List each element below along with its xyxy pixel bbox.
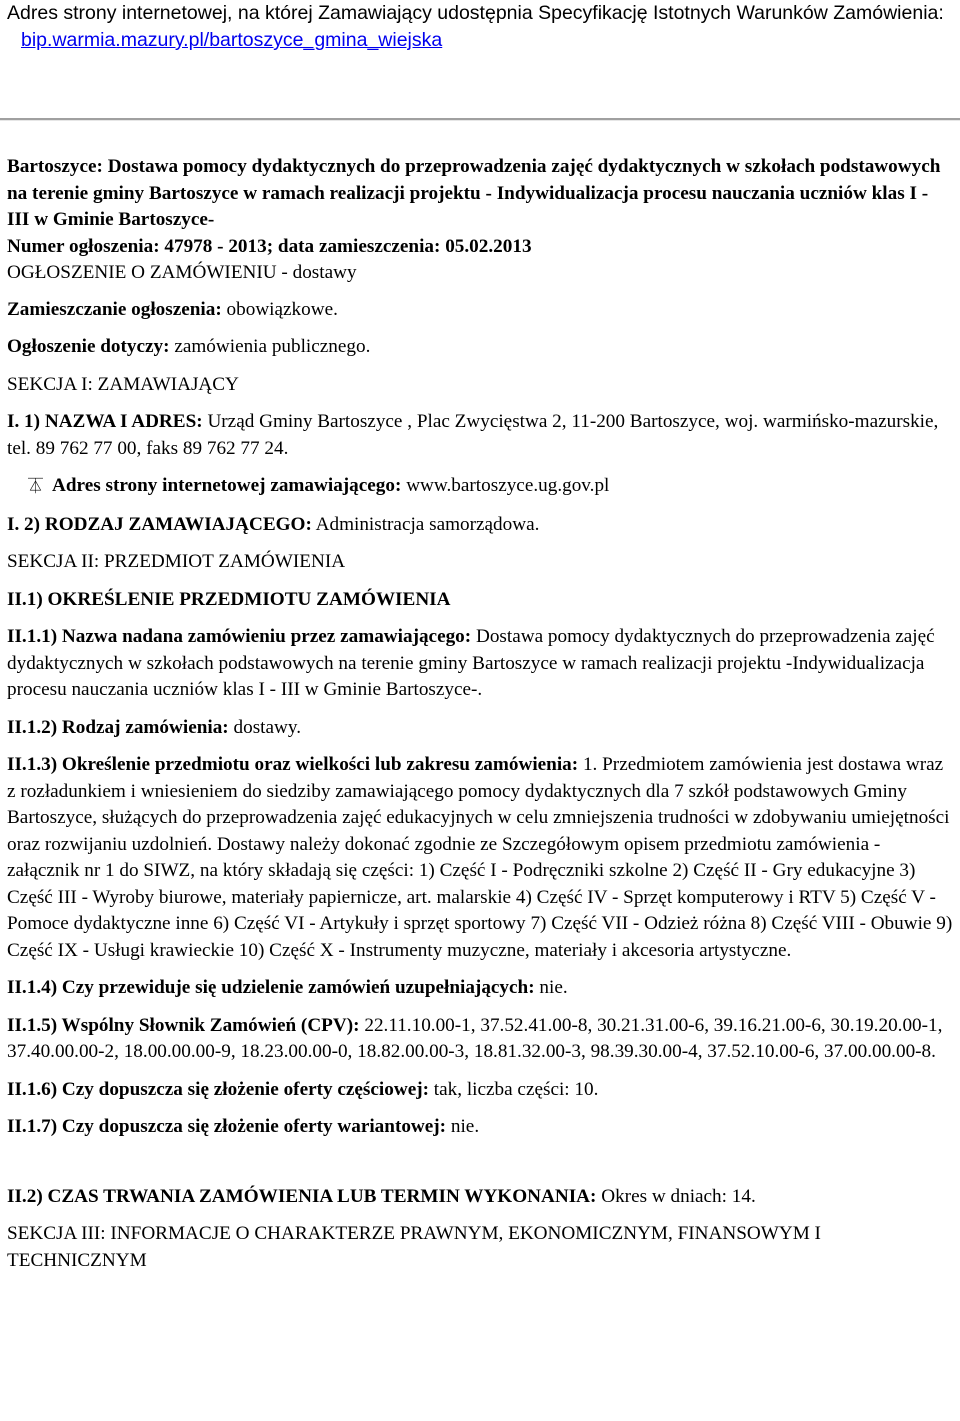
duration-value: Okres w dniach: 14.	[596, 1185, 756, 1207]
item-type-label: II.1.2) Rodzaj zamówienia:	[7, 716, 229, 738]
item-partial-offer-label: II.1.6) Czy dopuszcza się złożenie oferty częściowej:	[7, 1078, 429, 1100]
item-cpv-label: II.1.5) Wspólny Słownik Zamówień (CPV):	[7, 1014, 360, 1036]
item-cpv-row	[7, 1013, 953, 1066]
item-scope-label: II.1.3) Określenie przedmiotu oraz wielkości lub zakresu zamówienia:	[7, 754, 579, 775]
bullet-icon: ⏄	[28, 479, 44, 495]
item-variant-offer-row	[7, 1114, 953, 1141]
subject-subheading	[7, 587, 953, 614]
duration-row	[7, 1184, 953, 1211]
contracting-type-row	[7, 512, 953, 539]
section1-heading: SEKCJA I: ZAMAWIAJĄCY	[7, 373, 239, 395]
posting-label: Zamieszczanie ogłoszenia:	[7, 298, 222, 320]
item-type-row	[7, 715, 953, 742]
item-scope-row	[7, 752, 953, 964]
notice-title-text: Bartoszyce: Dostawa pomocy dydaktycznych do przeprowadzenia zajęć dydaktycznych w szkołach podstawowych na terenie gminy Bartoszyce w ramach realizacji projektu - Indywidualizacja procesu nauczania uczniów klas I - III w Gminie Bartoszyce-	[7, 156, 941, 230]
notice-content	[7, 154, 953, 1274]
duration-label: II.2) CZAS TRWANIA ZAMÓWIENIA LUB TERMIN WYKONANIA:	[7, 1185, 597, 1207]
item-supplementary-row	[7, 975, 953, 1002]
contracting-type-label: I. 2) RODZAJ ZAMAWIAJĄCEGO:	[7, 513, 312, 535]
concerns-row	[7, 334, 953, 361]
item-name-value: Dostawa pomocy dydaktycznych do przeprowadzenia zajęć dydaktycznych w szkołach podstawowych na terenie gminy Bartoszyce w ramach realizacji projektu -Indywidualizacja procesu nauczania uczniów klas I - III w Gminie Bartoszyce-.	[7, 626, 935, 700]
concerns-label: Ogłoszenie dotyczy:	[7, 336, 170, 357]
item-name-label: II.1.1) Nazwa nadana zamówieniu przez zamawiającego:	[7, 626, 472, 647]
item-partial-offer-value: tak, liczba części: 10.	[429, 1078, 599, 1100]
item-name-row	[7, 624, 953, 704]
subject-subheading-text: II.1) OKREŚLENIE PRZEDMIOTU ZAMÓWIENIA	[7, 588, 451, 610]
item-variant-offer-label: II.1.7) Czy dopuszcza się złożenie oferty wariantowej:	[7, 1116, 447, 1137]
section2-heading: SEKCJA II: PRZEDMIOT ZAMÓWIENIA	[7, 551, 346, 572]
item-variant-offer-value: nie.	[446, 1116, 480, 1137]
contracting-name-row	[7, 409, 953, 462]
siwz-address-header	[7, 0, 953, 54]
item-scope-value: 1. Przedmiotem zamówienia jest dostawa wraz z rozładunkiem i wniesieniem do siedziby zamawiającego pomocy dydaktycznych dla 7 szkół podstawowych Gminy Bartoszyce, służących do przeprowadzenia zajęć edukacyjnych w celu zmniejszenia trudności w zdobywaniu umiejętności oraz rozwijaniu uzdolnień. Dostawy należy dokonać zgodnie ze Szczegółowym opisem przedmiotu zamówienia - załącznik nr 1 do SIWZ, na który składają się części: 1) Część I - Podręczniki szkolne 2) Część II - Gry edukacyjne 3) Część III - Wyroby biurowe, materiały papiernicze, art. malarskie 4) Część IV - Sprzęt komputerowy i RTV 5) Część V - Pomoce dydaktyczne inne 6) Część VI - Artykuły i sprzęt sportowy 7) Część VII - Odzież różna 8) Część VIII - Obuwie 9) Część IX - Usługi krawieckie 10) Część X - Instrumenty muzyczne, materiały i akcesoria artystyczne.	[7, 754, 953, 961]
contracting-name-value: Urząd Gminy Bartoszyce , Plac Zwycięstwa 2, 11-200 Bartoszyce, woj. warmińsko-mazurskie, tel. 89 762 77 00, faks 89 762 77 24.	[7, 411, 939, 459]
notice-title	[7, 154, 953, 260]
section3-heading: SEKCJA III: INFORMACJE O CHARAKTERZE PRAWNYM, EKONOMICZNYM, FINANSOWYM I TECHNICZNYM	[7, 1223, 821, 1271]
item-supplementary-value: nie.	[534, 977, 568, 998]
concerns-value: zamówienia publicznego.	[169, 336, 371, 357]
item-supplementary-label: II.1.4) Czy przewiduje się udzielenie zamówień uzupełniających:	[7, 977, 535, 998]
website-value: www.bartoszyce.ug.gov.pl	[401, 475, 610, 496]
item-partial-offer-row	[7, 1077, 953, 1104]
horizontal-divider	[0, 118, 960, 121]
website-row	[7, 473, 953, 501]
posting-value: obowiązkowe.	[221, 298, 338, 320]
notice-number: Numer ogłoszenia: 47978 - 2013; data zamieszczenia: 05.02.2013	[7, 235, 532, 257]
siwz-address-label: Adres strony internetowej, na której Zamawiający udostępnia Specyfikację Istotnych Warunków Zamówienia:	[7, 2, 944, 24]
siwz-address-link[interactable]: bip.warmia.mazury.pl/bartoszyce_gmina_wiejska	[21, 29, 443, 51]
item-type-value: dostawy.	[228, 716, 302, 738]
notice-type: OGŁOSZENIE O ZAMÓWIENIU - dostawy	[7, 262, 357, 283]
contracting-type-value: Administracja samorządowa.	[311, 513, 540, 535]
item-cpv-value: 22.11.10.00-1, 37.52.41.00-8, 30.21.31.00-6, 39.16.21.00-6, 30.19.20.00-1, 37.40.00.00-2, 18.00.00.00-9, 18.23.00.00-0, 18.82.00.00-3, 18.81.32.00-3, 98.39.30.00-4, 37.52.10.00-6, 37.00.00.00-8.	[7, 1014, 943, 1062]
contracting-name-label: I. 1) NAZWA I ADRES:	[7, 411, 203, 432]
posting-row	[7, 297, 953, 324]
website-label: Adres strony internetowej zamawiającego:	[52, 475, 402, 496]
